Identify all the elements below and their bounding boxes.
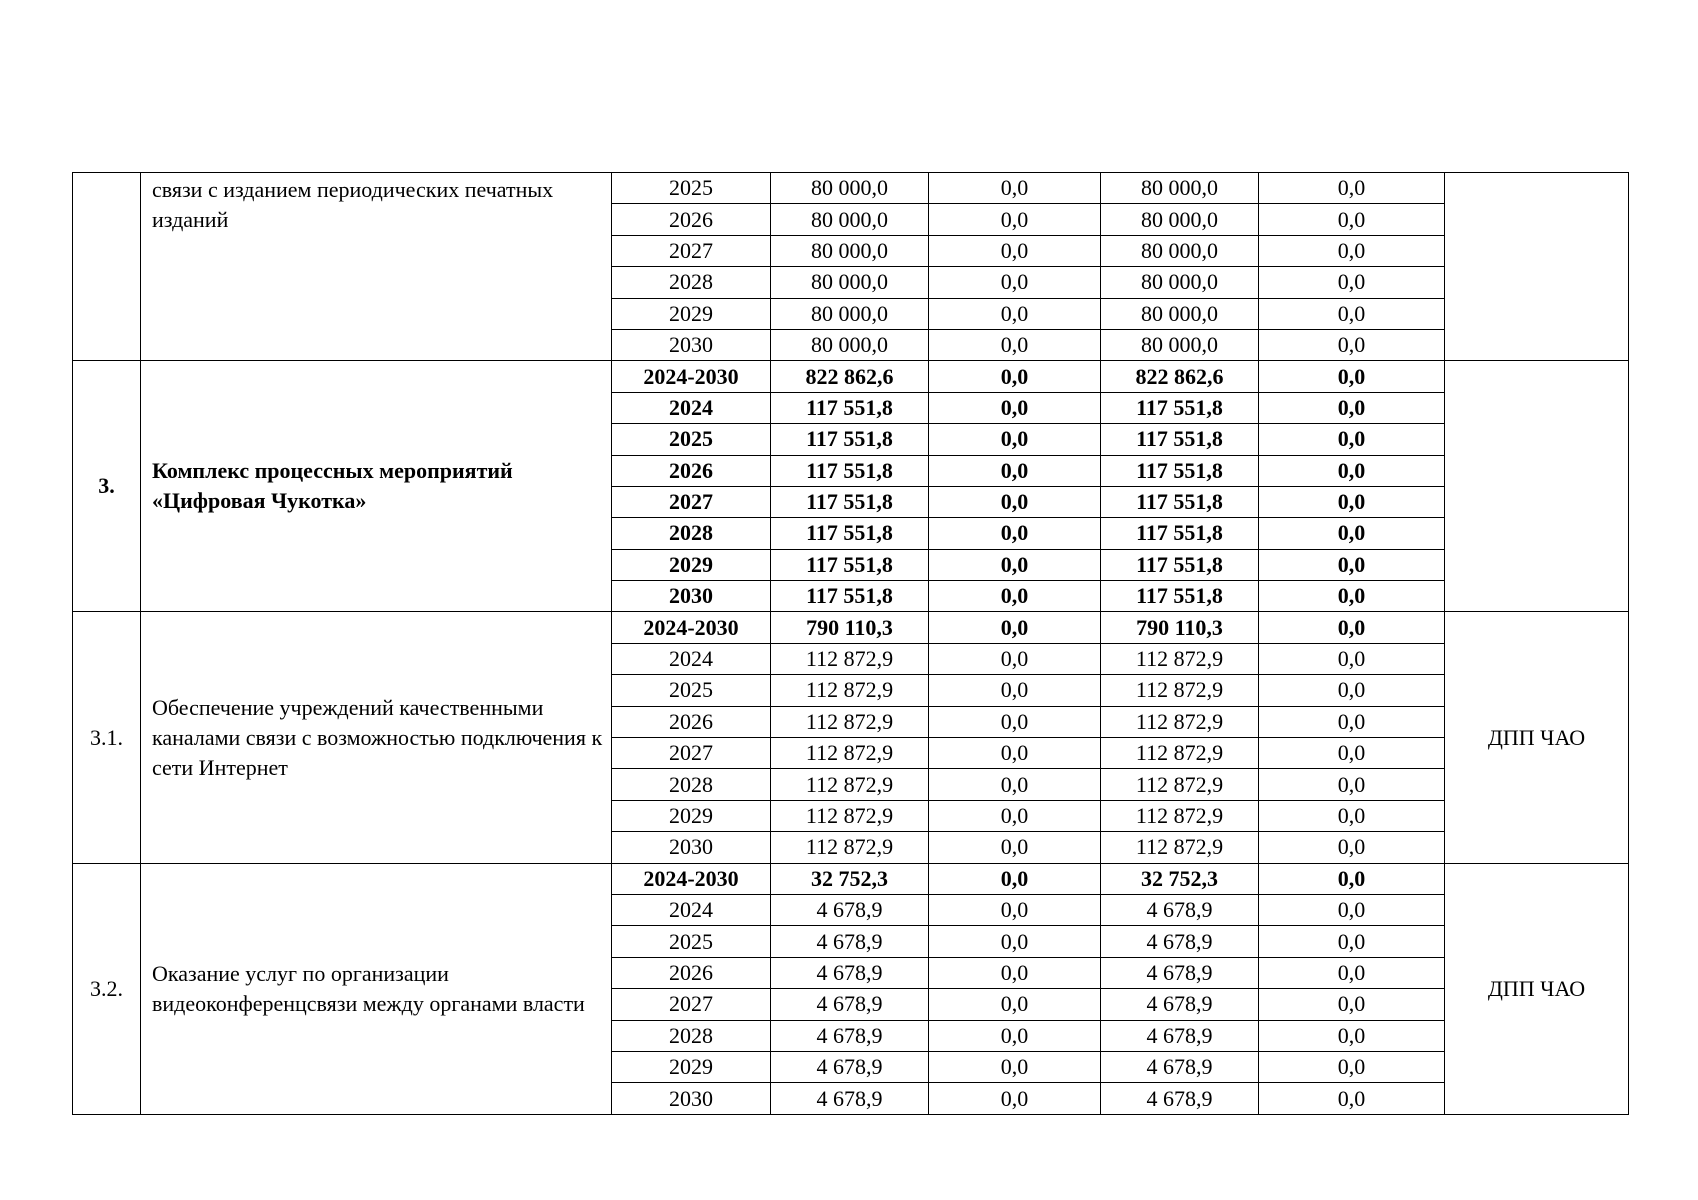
other-sources-cell: 0,0 (1259, 612, 1445, 643)
other-sources-cell: 0,0 (1259, 518, 1445, 549)
regional-budget-cell: 117 551,8 (1101, 549, 1259, 580)
federal-budget-cell: 0,0 (929, 486, 1101, 517)
item-name: связи с изданием периодических печатных изданий (141, 173, 612, 361)
table-row (73, 612, 1629, 643)
regional-budget-cell: 4 678,9 (1101, 1083, 1259, 1114)
federal-budget-cell: 0,0 (929, 989, 1101, 1020)
regional-budget-cell: 80 000,0 (1101, 173, 1259, 204)
item-name: Обеспечение учреждений качественными каналами связи с возможностью подключения к сети Интернет (141, 612, 612, 863)
other-sources-cell: 0,0 (1259, 329, 1445, 360)
item-number: 3.2. (73, 863, 141, 1114)
federal-budget-cell: 0,0 (929, 738, 1101, 769)
federal-budget-cell: 0,0 (929, 612, 1101, 643)
regional-budget-cell: 112 872,9 (1101, 675, 1259, 706)
other-sources-cell: 0,0 (1259, 738, 1445, 769)
regional-budget-cell: 80 000,0 (1101, 329, 1259, 360)
other-sources-cell: 0,0 (1259, 706, 1445, 737)
other-sources-cell: 0,0 (1259, 267, 1445, 298)
period-cell: 2029 (612, 298, 771, 329)
federal-budget-cell: 0,0 (929, 769, 1101, 800)
other-sources-cell: 0,0 (1259, 204, 1445, 235)
regional-budget-cell: 117 551,8 (1101, 486, 1259, 517)
period-cell: 2026 (612, 455, 771, 486)
responsible-executor: ДПП ЧАО (1445, 612, 1629, 863)
regional-budget-cell: 4 678,9 (1101, 894, 1259, 925)
total-cell: 117 551,8 (771, 549, 929, 580)
period-cell: 2029 (612, 800, 771, 831)
period-cell: 2026 (612, 957, 771, 988)
period-cell: 2028 (612, 769, 771, 800)
regional-budget-cell: 80 000,0 (1101, 298, 1259, 329)
item-number (73, 173, 141, 361)
regional-budget-cell: 4 678,9 (1101, 1020, 1259, 1051)
federal-budget-cell: 0,0 (929, 549, 1101, 580)
total-cell: 4 678,9 (771, 894, 929, 925)
other-sources-cell: 0,0 (1259, 675, 1445, 706)
federal-budget-cell: 0,0 (929, 1083, 1101, 1114)
item-number: 3.1. (73, 612, 141, 863)
total-cell: 117 551,8 (771, 424, 929, 455)
federal-budget-cell: 0,0 (929, 298, 1101, 329)
period-cell: 2025 (612, 424, 771, 455)
period-cell: 2026 (612, 706, 771, 737)
period-cell: 2028 (612, 267, 771, 298)
period-cell: 2030 (612, 832, 771, 863)
regional-budget-cell: 4 678,9 (1101, 957, 1259, 988)
total-cell: 112 872,9 (771, 738, 929, 769)
federal-budget-cell: 0,0 (929, 832, 1101, 863)
other-sources-cell: 0,0 (1259, 361, 1445, 392)
period-cell: 2027 (612, 989, 771, 1020)
federal-budget-cell: 0,0 (929, 581, 1101, 612)
other-sources-cell: 0,0 (1259, 1020, 1445, 1051)
regional-budget-cell: 32 752,3 (1101, 863, 1259, 894)
period-cell: 2024 (612, 894, 771, 925)
period-cell: 2024-2030 (612, 612, 771, 643)
federal-budget-cell: 0,0 (929, 957, 1101, 988)
regional-budget-cell: 117 551,8 (1101, 518, 1259, 549)
period-cell: 2025 (612, 675, 771, 706)
federal-budget-cell: 0,0 (929, 329, 1101, 360)
regional-budget-cell: 4 678,9 (1101, 989, 1259, 1020)
regional-budget-cell: 112 872,9 (1101, 706, 1259, 737)
other-sources-cell: 0,0 (1259, 298, 1445, 329)
total-cell: 80 000,0 (771, 204, 929, 235)
total-cell: 117 551,8 (771, 518, 929, 549)
total-cell: 117 551,8 (771, 392, 929, 423)
period-cell: 2024 (612, 643, 771, 674)
total-cell: 112 872,9 (771, 675, 929, 706)
other-sources-cell: 0,0 (1259, 926, 1445, 957)
other-sources-cell: 0,0 (1259, 424, 1445, 455)
federal-budget-cell: 0,0 (929, 675, 1101, 706)
regional-budget-cell: 117 551,8 (1101, 392, 1259, 423)
item-number: 3. (73, 361, 141, 612)
period-cell: 2025 (612, 926, 771, 957)
other-sources-cell: 0,0 (1259, 1051, 1445, 1082)
federal-budget-cell: 0,0 (929, 643, 1101, 674)
regional-budget-cell: 822 862,6 (1101, 361, 1259, 392)
federal-budget-cell: 0,0 (929, 800, 1101, 831)
total-cell: 112 872,9 (771, 706, 929, 737)
federal-budget-cell: 0,0 (929, 518, 1101, 549)
total-cell: 4 678,9 (771, 1051, 929, 1082)
period-cell: 2030 (612, 581, 771, 612)
regional-budget-cell: 80 000,0 (1101, 204, 1259, 235)
table-row (73, 863, 1629, 894)
responsible-executor (1445, 173, 1629, 361)
period-cell: 2024-2030 (612, 863, 771, 894)
federal-budget-cell: 0,0 (929, 173, 1101, 204)
regional-budget-cell: 4 678,9 (1101, 1051, 1259, 1082)
total-cell: 32 752,3 (771, 863, 929, 894)
period-cell: 2029 (612, 549, 771, 580)
total-cell: 117 551,8 (771, 486, 929, 517)
regional-budget-cell: 117 551,8 (1101, 424, 1259, 455)
regional-budget-cell: 80 000,0 (1101, 235, 1259, 266)
other-sources-cell: 0,0 (1259, 486, 1445, 517)
other-sources-cell: 0,0 (1259, 392, 1445, 423)
other-sources-cell: 0,0 (1259, 832, 1445, 863)
period-cell: 2024 (612, 392, 771, 423)
total-cell: 112 872,9 (771, 800, 929, 831)
regional-budget-cell: 112 872,9 (1101, 769, 1259, 800)
other-sources-cell: 0,0 (1259, 957, 1445, 988)
total-cell: 112 872,9 (771, 832, 929, 863)
period-cell: 2028 (612, 518, 771, 549)
federal-budget-cell: 0,0 (929, 1051, 1101, 1082)
other-sources-cell: 0,0 (1259, 643, 1445, 674)
other-sources-cell: 0,0 (1259, 1083, 1445, 1114)
other-sources-cell: 0,0 (1259, 235, 1445, 266)
total-cell: 112 872,9 (771, 769, 929, 800)
period-cell: 2024-2030 (612, 361, 771, 392)
total-cell: 112 872,9 (771, 643, 929, 674)
other-sources-cell: 0,0 (1259, 581, 1445, 612)
period-cell: 2029 (612, 1051, 771, 1082)
responsible-executor (1445, 361, 1629, 612)
period-cell: 2027 (612, 235, 771, 266)
period-cell: 2025 (612, 173, 771, 204)
total-cell: 117 551,8 (771, 581, 929, 612)
regional-budget-cell: 112 872,9 (1101, 800, 1259, 831)
federal-budget-cell: 0,0 (929, 455, 1101, 486)
federal-budget-cell: 0,0 (929, 706, 1101, 737)
total-cell: 4 678,9 (771, 989, 929, 1020)
total-cell: 117 551,8 (771, 455, 929, 486)
regional-budget-cell: 112 872,9 (1101, 643, 1259, 674)
federal-budget-cell: 0,0 (929, 863, 1101, 894)
period-cell: 2027 (612, 738, 771, 769)
total-cell: 4 678,9 (771, 1020, 929, 1051)
regional-budget-cell: 80 000,0 (1101, 267, 1259, 298)
total-cell: 4 678,9 (771, 1083, 929, 1114)
federal-budget-cell: 0,0 (929, 392, 1101, 423)
other-sources-cell: 0,0 (1259, 989, 1445, 1020)
federal-budget-cell: 0,0 (929, 894, 1101, 925)
federal-budget-cell: 0,0 (929, 361, 1101, 392)
other-sources-cell: 0,0 (1259, 769, 1445, 800)
federal-budget-cell: 0,0 (929, 926, 1101, 957)
other-sources-cell: 0,0 (1259, 894, 1445, 925)
total-cell: 80 000,0 (771, 298, 929, 329)
regional-budget-cell: 790 110,3 (1101, 612, 1259, 643)
period-cell: 2030 (612, 329, 771, 360)
federal-budget-cell: 0,0 (929, 424, 1101, 455)
responsible-executor: ДПП ЧАО (1445, 863, 1629, 1114)
period-cell: 2030 (612, 1083, 771, 1114)
federal-budget-cell: 0,0 (929, 235, 1101, 266)
total-cell: 80 000,0 (771, 235, 929, 266)
total-cell: 80 000,0 (771, 329, 929, 360)
federal-budget-cell: 0,0 (929, 267, 1101, 298)
other-sources-cell: 0,0 (1259, 173, 1445, 204)
federal-budget-cell: 0,0 (929, 1020, 1101, 1051)
table-row (73, 173, 1629, 204)
total-cell: 4 678,9 (771, 926, 929, 957)
regional-budget-cell: 4 678,9 (1101, 926, 1259, 957)
period-cell: 2026 (612, 204, 771, 235)
other-sources-cell: 0,0 (1259, 863, 1445, 894)
regional-budget-cell: 117 551,8 (1101, 455, 1259, 486)
total-cell: 80 000,0 (771, 173, 929, 204)
period-cell: 2028 (612, 1020, 771, 1051)
total-cell: 822 862,6 (771, 361, 929, 392)
budget-table (72, 172, 1629, 1115)
other-sources-cell: 0,0 (1259, 800, 1445, 831)
item-name: Оказание услуг по организации видеоконференцсвязи между органами власти (141, 863, 612, 1114)
table-row (73, 361, 1629, 392)
federal-budget-cell: 0,0 (929, 204, 1101, 235)
total-cell: 80 000,0 (771, 267, 929, 298)
regional-budget-cell: 112 872,9 (1101, 738, 1259, 769)
budget-table-body (73, 173, 1629, 1115)
total-cell: 790 110,3 (771, 612, 929, 643)
regional-budget-cell: 112 872,9 (1101, 832, 1259, 863)
period-cell: 2027 (612, 486, 771, 517)
other-sources-cell: 0,0 (1259, 549, 1445, 580)
regional-budget-cell: 117 551,8 (1101, 581, 1259, 612)
total-cell: 4 678,9 (771, 957, 929, 988)
other-sources-cell: 0,0 (1259, 455, 1445, 486)
item-name: Комплекс процессных мероприятий «Цифровая Чукотка» (141, 361, 612, 612)
